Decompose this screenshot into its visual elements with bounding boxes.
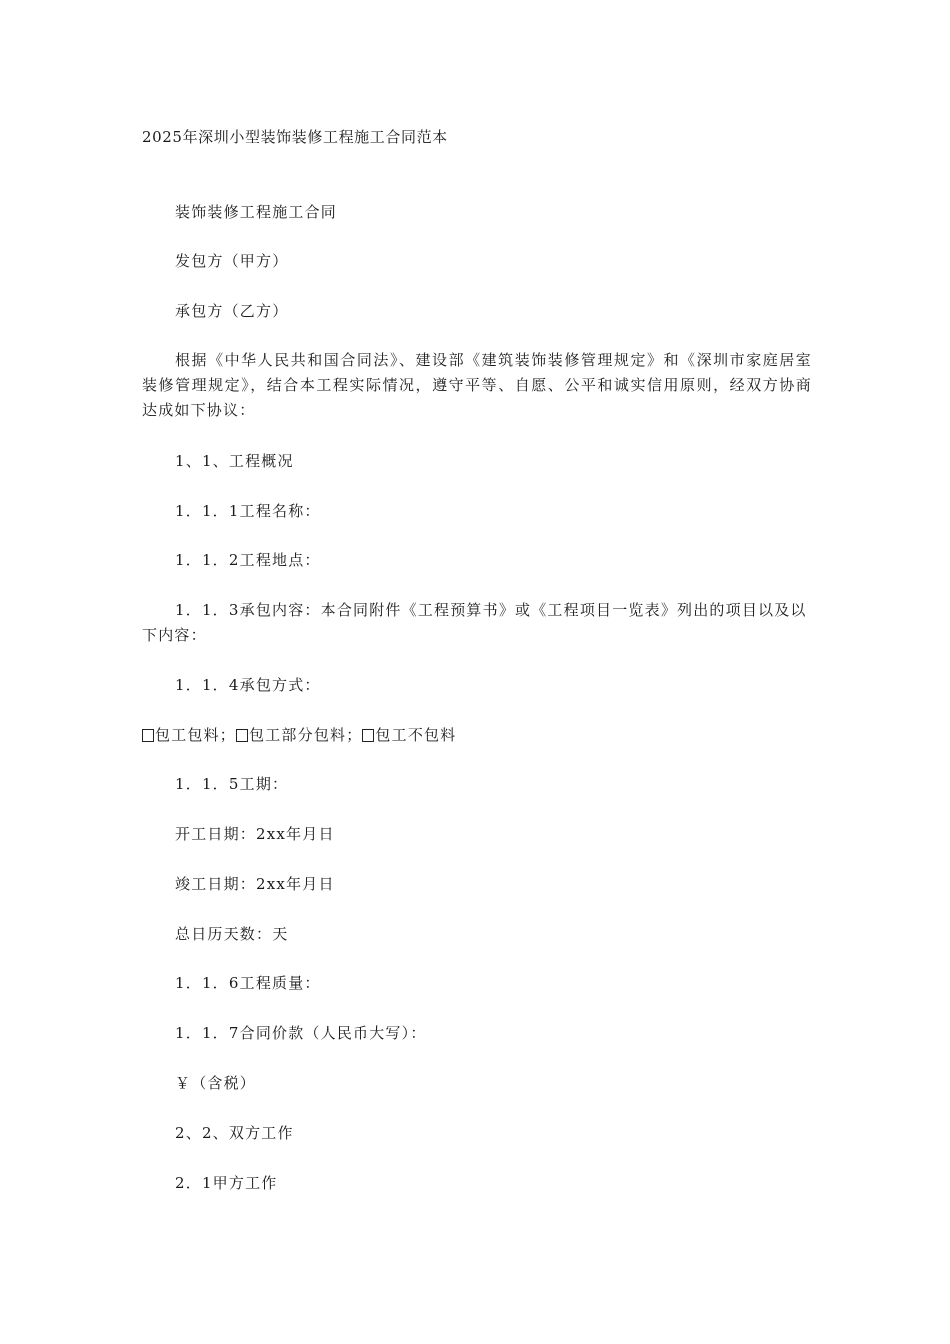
- party-a-line: 发包方（甲方）: [175, 252, 289, 270]
- item-project-location: 1．1．2工程地点：: [175, 551, 321, 569]
- option-labor-partial-materials: 包工部分包料；: [249, 726, 363, 744]
- item-contract-scope: 1．1．3承包内容：本合同附件《工程预算书》或《工程项目一览表》列出的项目以及以下内容：: [142, 601, 807, 644]
- checkbox-labor-and-materials[interactable]: [142, 729, 154, 742]
- item-contract-method: 1．1．4承包方式：: [175, 676, 321, 694]
- total-days-line: 总日历天数：天: [175, 925, 289, 943]
- start-date-line: 开工日期：2xx年月日: [175, 825, 335, 843]
- option-labor-and-materials: 包工包料；: [155, 726, 237, 744]
- item-project-name: 1．1．1工程名称：: [175, 502, 321, 520]
- checkbox-labor-only[interactable]: [362, 729, 374, 742]
- contract-heading: 装饰装修工程施工合同: [175, 203, 338, 221]
- item-quality: 1．1．6工程质量：: [175, 974, 321, 992]
- option-labor-only: 包工不包料: [375, 726, 457, 744]
- party-b-line: 承包方（乙方）: [175, 302, 289, 320]
- tax-line: ￥（含税）: [175, 1074, 257, 1092]
- checkbox-labor-partial-materials[interactable]: [236, 729, 248, 742]
- item-contract-price: 1．1．7合同价款（人民币大写）：: [175, 1024, 427, 1042]
- item-duration: 1．1．5工期：: [175, 775, 289, 793]
- preamble-paragraph: 根据《中华人民共和国合同法》、建设部《建筑装饰装修管理规定》和《深圳市家庭居室装修管理规定》，结合本工程实际情况，遵守平等、自愿、公平和诚实信用原则，经双方协商达成如下协议：: [142, 351, 812, 419]
- item-party-a-work: 2．1甲方工作: [175, 1174, 278, 1192]
- end-date-line: 竣工日期：2xx年月日: [175, 875, 335, 893]
- document-title: 2025年深圳小型装饰装修工程施工合同范本: [142, 128, 448, 146]
- section-1-heading: 1、1、工程概况: [175, 452, 294, 470]
- section-2-heading: 2、2、双方工作: [175, 1124, 294, 1142]
- contract-method-options: [142, 723, 456, 748]
